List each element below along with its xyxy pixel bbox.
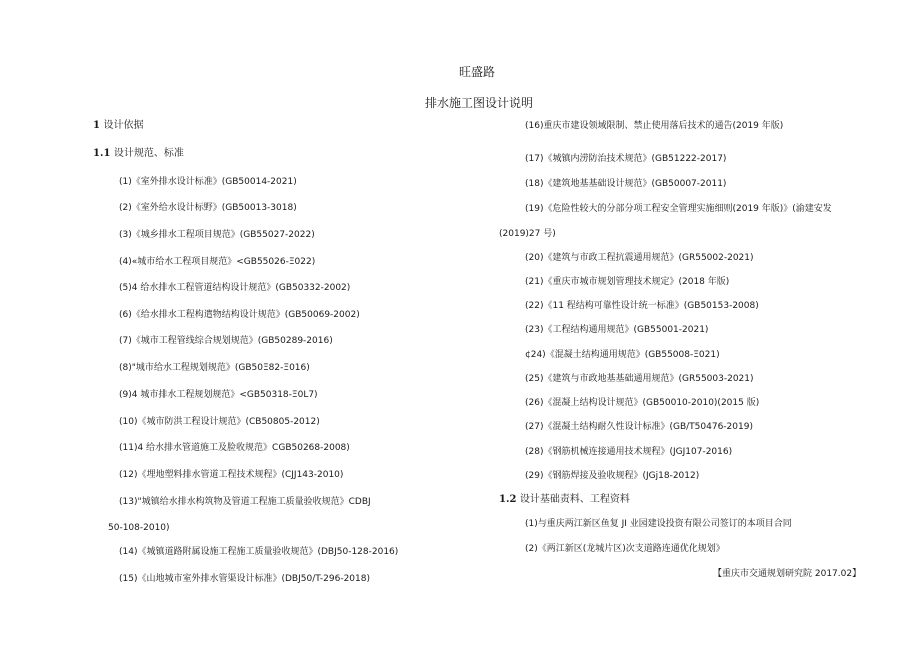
standard-item: (13)"城镇给水排水构筑物及管道工程施工质量验收规范》CDBJ — [119, 497, 371, 507]
standard-item: (8)"城市给水工程规划规范》(GB50Ξ82-Ξ016) — [119, 363, 310, 373]
standard-item: (17)《城镇内涝防治技术规范》(GB51222-2017) — [525, 154, 727, 164]
standard-item-continuation: 50-108-2010) — [108, 523, 170, 533]
standard-item: (4)«城市给水工程项目规范》<GB55026-Ξ022) — [119, 257, 316, 267]
standard-item: (6)《给水排水工程构遣物结构设计规范》(GB50069-2002) — [119, 310, 360, 320]
standard-item: (20)《建筑与市政工程抗震通用规范》(GR55002-2021) — [525, 253, 754, 263]
standard-item-continuation: (2019)27 号) — [499, 229, 556, 239]
standard-item: (18)《建筑地基基础设计规范》(GB50007-2011) — [525, 179, 727, 189]
document-subtitle: 排水施工图设计说明 — [425, 96, 534, 110]
standard-item: (7)《城市工程管线综合规划规范》(GB50289-2016) — [119, 336, 333, 346]
standard-item: (11)4 给水排水管道施工及脸收规范》CGB50268-2008) — [119, 443, 350, 453]
data-item: (2)《两江新区(龙城片区)次支道路连通优化规划》 — [525, 544, 725, 554]
standard-item: (28)《钢筋机械连接通用技术规程》(JGJ107-2016) — [525, 447, 733, 457]
document-title: 旺盛路 — [459, 65, 496, 79]
standard-item: (10)《城市防洪工程设计规范》(CB50805-2012) — [119, 417, 320, 427]
section-1-2-label: 设计基础责料、工程资料 — [519, 494, 630, 505]
standard-item: (27)《混凝土结构耐久性设计标准》(GB/T50476-2019) — [525, 422, 753, 432]
standard-item: (19)《危险性较大的分部分项工程安全管理实施细则(2019 年版)》(渝建安发 — [525, 204, 832, 214]
standard-item: (22)《11 程结构可靠性设计统一标准》(GB50153-2008) — [525, 301, 759, 311]
section-1-number: 1 — [93, 120, 100, 131]
section-1-2-number: 1.2 — [499, 494, 517, 505]
standard-item: (26)《混凝上结构设计规范》(GB50010-2010)(2015 版) — [525, 398, 760, 408]
section-1-label: 设计依据 — [103, 120, 144, 131]
standard-item: (5)4 给水排水工程管道结构设计规范》(GB50332-2002) — [119, 283, 351, 293]
standard-item: (12)《埋地塑料排水管道工程技术规程》(CJJ143-2010) — [119, 470, 344, 480]
footer-note: 【重庆市交通规划研究院 2017.02】 — [713, 569, 862, 579]
section-1-1-heading — [93, 148, 184, 160]
standard-item: (25)《建筑与市政地基基础通用规范》(GR55003-2021) — [525, 374, 754, 384]
standard-item: (3)《城乡排水工程项目规范》(GB55027-2022) — [119, 230, 315, 240]
standard-item: (14)《城镇道路附属设施工程施工质量验收规范》(DBJ50-128-2016) — [119, 547, 399, 557]
standard-item: ¢24)《混凝土结构通用规范》(GB55008-Ξ021) — [525, 350, 720, 360]
standard-item: (23)《工程结构通用规范》(GB55001-2021) — [525, 325, 709, 335]
standard-item: (1)《室外排水设计标准》(GB50014-2021) — [119, 177, 297, 187]
standard-item: (15)《山地城市室外排水管渠设计标准》(DBJ50/T-296-2018) — [119, 574, 370, 584]
standard-item: (21)《重庆市城市规划管理技术规定》(2018 年版) — [525, 277, 730, 287]
section-1-2-heading — [499, 494, 630, 506]
standard-item: (2)《室外给水设计标野》(GB50013-3018) — [119, 203, 297, 213]
section-1-1-label: 设计规范、标准 — [113, 148, 184, 159]
section-1-1-number: 1.1 — [93, 148, 111, 159]
standard-item: (29)《钢筋焊接及验收规程》(JGj18-2012) — [525, 471, 700, 481]
standard-item: (9)4 城市排水工程规划规范》<GB50318-Ξ0L7) — [119, 390, 318, 400]
data-item: (1)与重庆两江新区鱼复 JI 业园建设投资有限公司签订的本项目合同 — [525, 519, 792, 529]
standard-item: (16)重庆市建设领域限制、禁止使用落后技术的通告(2019 年版) — [525, 121, 784, 131]
section-1-heading — [93, 120, 143, 132]
